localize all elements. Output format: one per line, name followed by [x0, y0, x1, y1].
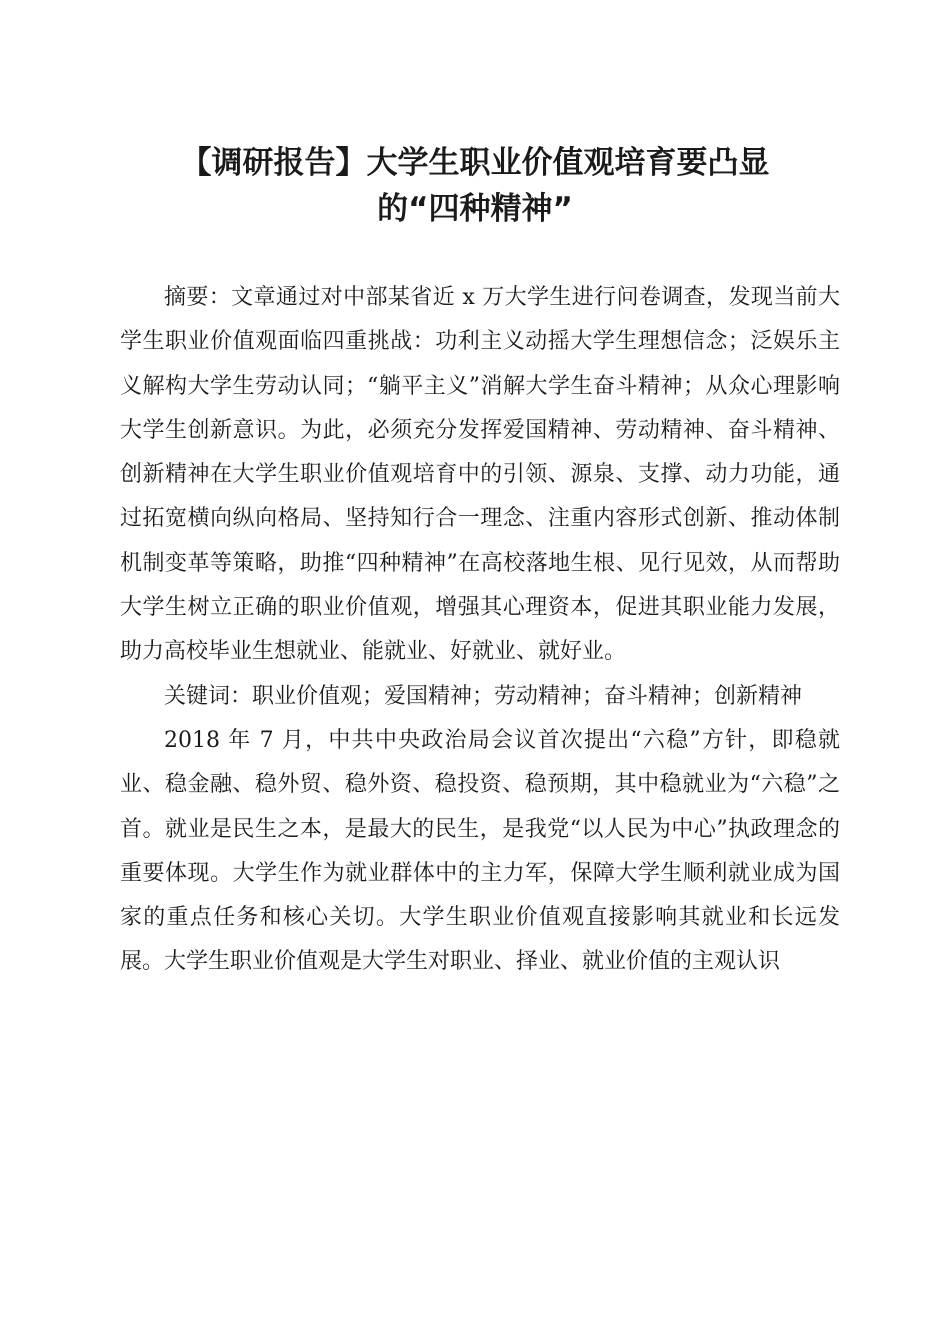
document-title	[100, 140, 850, 232]
intro-paragraph: 2018 年 7 月，中共中央政治局会议首次提出“六稳”方针，即稳就业、稳金融、稳外贸、稳外资、稳投资、稳预期，其中稳就业为“六稳”之首。就业是民生之本，是最大的民生，是我党“以人民为中心”执政理念的重要体现。大学生作为就业群体中的主力军，保障大学生顺利就业成为国家的重点任务和核心关切。大学生职业价值观直接影响其就业和长远发展。大学生职业价值观是大学生对职业、择业、就业价值的主观认识	[120, 727, 840, 975]
abstract-paragraph: 摘要：文章通过对中部某省近 x 万大学生进行问卷调查，发现当前大学生职业价值观面临四重挑战：功利主义动摇大学生理想信念；泛娱乐主义解构大学生劳动认同；“躺平主义”消解大学生奋斗精神；从众心理影响大学生创新意识。为此，必须充分发挥爱国精神、劳动精神、奋斗精神、创新精神在大学生职业价值观培育中的引领、源泉、支撑、动力功能，通过拓宽横向纵向格局、坚持知行合一理念、注重内容形式创新、推动体制机制变革等策略，助推“四种精神”在高校落地生根、见行见效，从而帮助大学生树立正确的职业价值观，增强其心理资本，促进其职业能力发展，助力高校毕业生想就业、能就业、好就业、就好业。	[120, 285, 840, 665]
title-line-1: 【调研报告】大学生职业价值观培育要凸显	[180, 145, 770, 181]
keywords-paragraph: 关键词：职业价值观；爱国精神；劳动精神；奋斗精神；创新精神	[164, 683, 803, 709]
document-body	[120, 276, 840, 985]
title-line-2: 的“四种精神”	[377, 191, 573, 227]
